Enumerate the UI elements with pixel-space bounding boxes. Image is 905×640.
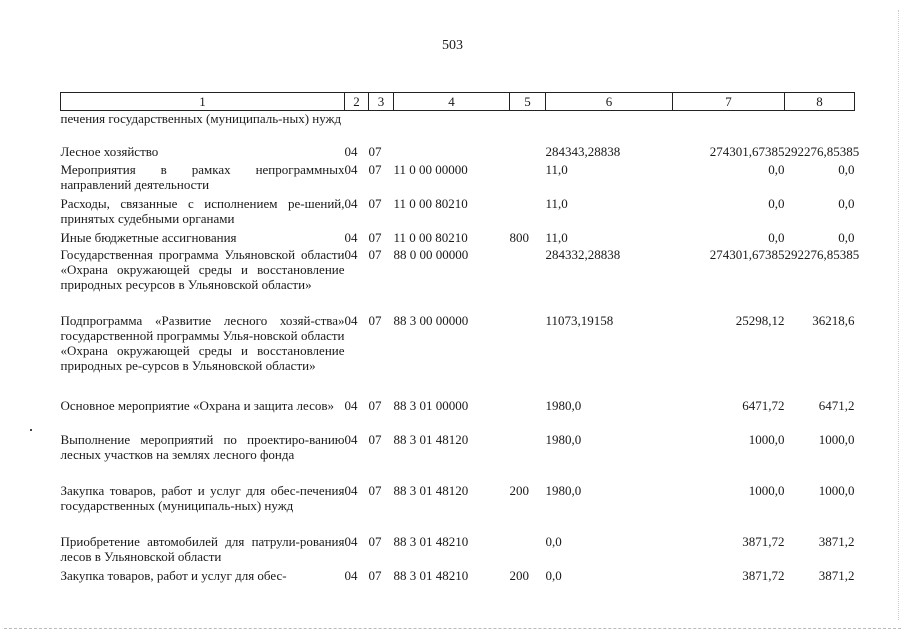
column-header-8: 8	[785, 93, 855, 111]
column-header-2: 2	[345, 93, 369, 111]
row-target-code: 88 3 01 48120	[393, 431, 469, 447]
row-value-8: 36218,6	[812, 312, 855, 328]
table-row	[61, 111, 855, 144]
row-value-7: 6471,72	[742, 397, 785, 413]
row-value-8: 6471,2	[818, 397, 855, 413]
row-expense-type	[510, 534, 546, 568]
table-row	[61, 432, 855, 483]
row-subsection: 07	[368, 229, 382, 245]
row-name: Основное мероприятие «Охрана и защита лесов»	[60, 397, 335, 413]
row-value-7: 0,0	[768, 195, 785, 211]
row-value-8	[785, 111, 855, 144]
row-section: 04	[344, 397, 358, 413]
row-value-7: 1000,0	[748, 431, 785, 447]
column-header-7: 7	[673, 93, 785, 111]
row-value-6: 284343,28838	[545, 143, 621, 159]
row-target-code: 88 3 01 48120	[393, 482, 469, 498]
row-value-7: 25298,12	[735, 312, 785, 328]
row-expense-type	[510, 313, 546, 398]
row-subsection: 07	[368, 246, 382, 262]
row-value-8: 0,0	[838, 195, 855, 211]
row-expense-type	[510, 432, 546, 483]
row-value-8: 0,0	[838, 161, 855, 177]
row-value-8: 3871,2	[818, 533, 855, 549]
row-section	[345, 111, 369, 144]
row-target-code	[394, 144, 510, 162]
row-section: 04	[344, 143, 358, 159]
row-value-7: 0,0	[768, 161, 785, 177]
row-value-7: 3871,72	[742, 533, 785, 549]
row-target-code: 88 3 01 48210	[393, 533, 469, 549]
row-expense-type: 200	[509, 482, 529, 498]
scan-speck	[30, 429, 32, 431]
row-expense-type: 800	[509, 229, 529, 245]
column-header-1: 1	[61, 93, 345, 111]
row-subsection: 07	[368, 567, 382, 583]
row-name: Приобретение автомобилей для патрули-рования лесов в Ульяновской области	[60, 533, 345, 564]
row-name: Государственная программа Ульяновской области «Охрана окружающей среды и восстановление природных ресурсов в Ульяновской области»	[60, 246, 345, 292]
header-row	[61, 93, 855, 111]
row-subsection	[369, 111, 394, 144]
table-row	[61, 313, 855, 398]
row-value-7: 1000,0	[748, 482, 785, 498]
row-expense-type	[510, 111, 546, 144]
row-value-8: 3871,2	[818, 567, 855, 583]
row-target-code: 11 0 00 80210	[393, 229, 468, 245]
row-value-6: 1980,0	[545, 431, 582, 447]
column-header-5: 5	[510, 93, 546, 111]
row-value-6: 11,0	[545, 161, 568, 177]
page-edge-right	[898, 10, 899, 620]
row-value-6: 284332,28838	[545, 246, 621, 262]
row-expense-type	[510, 196, 546, 230]
row-name: Закупка товаров, работ и услуг для обес-	[60, 567, 287, 583]
row-expense-type	[510, 398, 546, 432]
row-target-code: 88 3 00 00000	[393, 312, 469, 328]
row-target-code: 88 0 00 00000	[393, 246, 469, 262]
table-row	[61, 483, 855, 534]
row-value-8: 0,0	[838, 229, 855, 245]
row-value-6: 0,0	[545, 567, 562, 583]
row-expense-type: 200	[509, 567, 529, 583]
row-name: печения государственных (муниципаль-ных) нужд	[60, 111, 342, 126]
row-value-6: 1980,0	[545, 482, 582, 498]
page-number: 503	[442, 38, 463, 53]
row-target-code: 11 0 00 00000	[393, 161, 468, 177]
row-subsection: 07	[368, 533, 382, 549]
row-name: Выполнение мероприятий по проектиро-ванию лесных участков на землях лесного фонда	[60, 431, 345, 462]
table-row	[61, 534, 855, 568]
row-value-6: 11,0	[545, 229, 568, 245]
row-expense-type	[510, 247, 546, 313]
row-section: 04	[344, 161, 358, 177]
table-row	[61, 247, 855, 313]
row-value-7: 0,0	[768, 229, 785, 245]
row-value-6: 0,0	[545, 533, 562, 549]
row-target-code	[394, 111, 510, 144]
row-value-6: 1980,0	[545, 397, 582, 413]
row-section: 04	[344, 482, 358, 498]
row-expense-type	[510, 144, 546, 162]
row-target-code: 11 0 00 80210	[393, 195, 468, 211]
row-value-8: 292276,85385	[784, 246, 860, 262]
row-expense-type	[510, 162, 546, 196]
column-header-4: 4	[394, 93, 510, 111]
row-section: 04	[344, 431, 358, 447]
table-row	[61, 398, 855, 432]
row-subsection: 07	[368, 431, 382, 447]
row-target-code: 88 3 01 00000	[393, 397, 469, 413]
row-value-7: 3871,72	[742, 567, 785, 583]
row-value-7: 274301,67385	[709, 246, 785, 262]
row-name: Мероприятия в рамках непрограммных направлений деятельности	[60, 161, 345, 192]
row-name: Закупка товаров, работ и услуг для обес-печения государственных (муниципаль-ных) нужд	[60, 482, 345, 513]
column-header-3: 3	[369, 93, 394, 111]
table-row	[61, 568, 855, 585]
row-section: 04	[344, 229, 358, 245]
row-name: Лесное хозяйство	[60, 143, 159, 159]
row-value-7: 274301,67385	[709, 143, 785, 159]
row-subsection: 07	[368, 161, 382, 177]
column-header-6: 6	[546, 93, 673, 111]
row-section: 04	[344, 312, 358, 328]
row-subsection: 07	[368, 397, 382, 413]
row-name: Подпрограмма «Развитие лесного хозяй-ства» государственной программы Улья-новской области «Охрана окружающей среды и восстановление природных ре-сурсов в Ульяновской области»	[60, 312, 345, 373]
row-value-6: 11073,19158	[545, 312, 614, 328]
row-subsection: 07	[368, 195, 382, 211]
row-value-7	[673, 111, 785, 144]
table-row	[61, 196, 855, 230]
row-value-8: 292276,85385	[784, 143, 860, 159]
row-subsection: 07	[368, 143, 382, 159]
row-section: 04	[344, 533, 358, 549]
row-value-6	[546, 111, 673, 144]
row-value-6: 11,0	[545, 195, 568, 211]
page-edge-bottom	[4, 628, 901, 629]
row-section: 04	[344, 246, 358, 262]
table-row	[61, 144, 855, 162]
budget-table	[60, 92, 860, 585]
row-section: 04	[344, 195, 358, 211]
table-row	[61, 162, 855, 196]
row-value-8: 1000,0	[818, 431, 855, 447]
table-row	[61, 230, 855, 247]
row-subsection: 07	[368, 312, 382, 328]
row-name: Расходы, связанные с исполнением ре-шений, принятых судебными органами	[60, 195, 345, 226]
row-subsection: 07	[368, 482, 382, 498]
row-value-8: 1000,0	[818, 482, 855, 498]
row-section: 04	[344, 567, 358, 583]
row-name: Иные бюджетные ассигнования	[60, 229, 237, 245]
row-target-code: 88 3 01 48210	[393, 567, 469, 583]
